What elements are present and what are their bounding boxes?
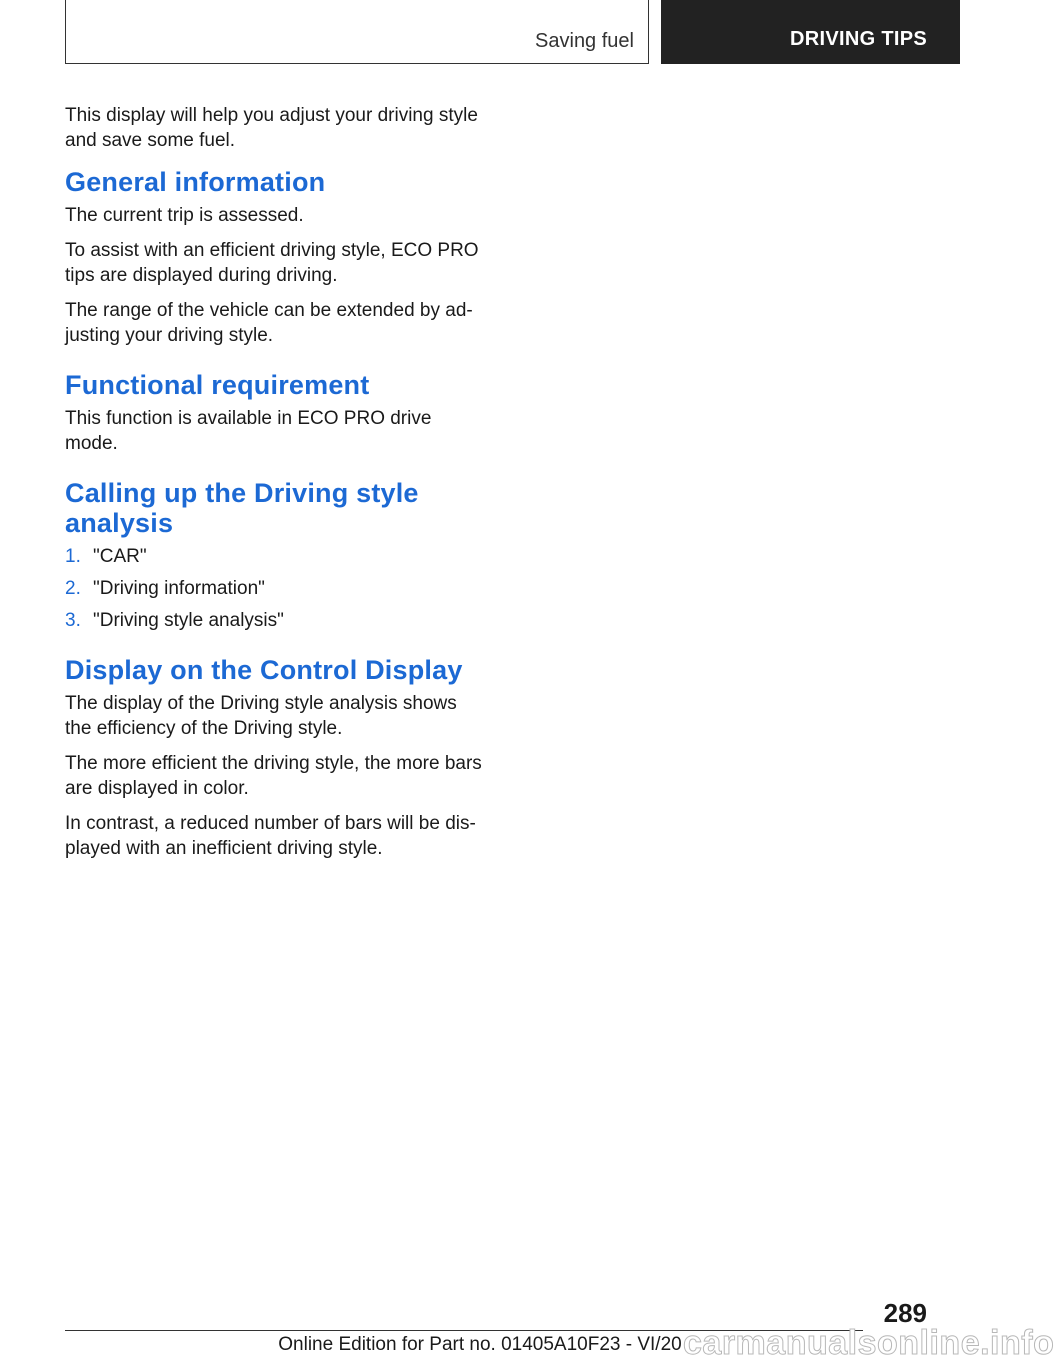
steps-list	[65, 544, 485, 633]
paragraph: The display of the Driving style analysis shows the efficiency of the Driving style.	[65, 693, 457, 739]
header-chapter-tab: DRIVING TIPS	[661, 0, 960, 64]
watermark-logo: carmanualsonline.info	[683, 1324, 1054, 1362]
step-number: 3.	[65, 610, 81, 631]
paragraph: This function is available in ECO PRO drive mode.	[65, 408, 432, 454]
section-heading-display: Display on the Control Display	[65, 655, 463, 685]
paragraph: In contrast, a reduced number of bars will be dis-played with an inefficient driving style.	[65, 813, 476, 859]
paragraph: The range of the vehicle can be extended by ad-justing your driving style.	[65, 300, 473, 346]
section-heading-general: General information	[65, 167, 326, 197]
step-text: "Driving information"	[93, 578, 265, 599]
paragraph: To assist with an efficient driving style, ECO PRO tips are displayed during driving.	[65, 240, 479, 286]
step-text: "Driving style analysis"	[93, 610, 284, 631]
step-text: "CAR"	[93, 546, 147, 567]
header-frame	[65, 0, 649, 64]
section-heading-calling: Calling up the Driving style analysis	[65, 478, 419, 538]
footer-edition: Online Edition for Part no. 01405A10F23 - VI/20	[278, 1334, 682, 1355]
section-heading-requirement: Functional requirement	[65, 370, 370, 400]
list-item	[65, 576, 485, 601]
list-item	[65, 608, 485, 633]
paragraph: The more efficient the driving style, the more bars are displayed in color.	[65, 753, 482, 799]
paragraph: The current trip is assessed.	[65, 205, 304, 226]
step-number: 1.	[65, 546, 81, 567]
step-number: 2.	[65, 578, 81, 599]
page-number: 289	[883, 1298, 927, 1328]
intro-paragraph: This display will help you adjust your driving style and save some fuel.	[65, 105, 478, 151]
page-content	[65, 103, 485, 871]
list-item	[65, 544, 485, 569]
header-section-title: Saving fuel	[535, 30, 634, 52]
